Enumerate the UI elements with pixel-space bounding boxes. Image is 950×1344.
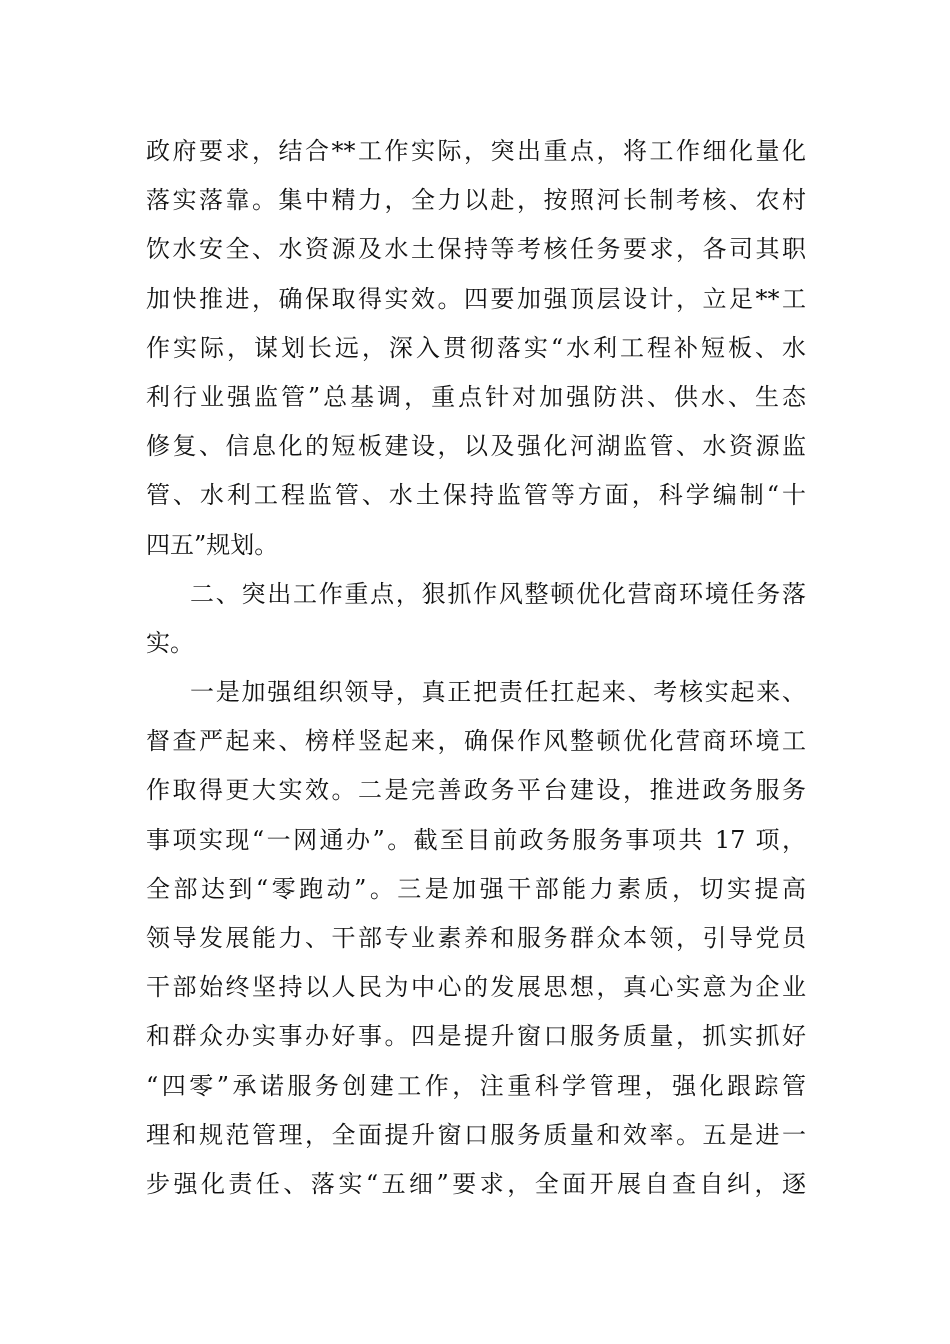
text-line: 政府要求，结合**工作实际，突出重点，将工作细化量化	[146, 137, 806, 165]
text-line: 作实际，谋划长远，深入贯彻落实“水利工程补短板、水	[146, 333, 806, 362]
text-line: 理和规范管理，全面提升窗口服务质量和效率。五是进一	[146, 1120, 806, 1149]
text-line: 督查严起来、榜样竖起来，确保作风整顿优化营商环境工	[146, 727, 806, 756]
text-line: 落实落靠。集中精力，全力以赴，按照河长制考核、农村	[146, 186, 806, 215]
text-line: 和群众办实事办好事。四是提升窗口服务质量，抓实抓好	[146, 1022, 806, 1051]
document-body	[146, 127, 806, 1209]
text-line: 步强化责任、落实“五细”要求，全面开展自查自纠，逐	[146, 1169, 806, 1198]
text-line: 实。	[146, 628, 194, 657]
text-line: 一是加强组织领导，真正把责任扛起来、考核实起来、	[190, 678, 806, 707]
text-line: 全部达到“零跑动”。三是加强干部能力素质，切实提高	[146, 874, 806, 903]
text-line: 利行业强监管”总基调，重点针对加强防洪、供水、生态	[146, 382, 806, 411]
text-line: 事项实现“一网通办”。截至目前政务服务事项共 17 项，	[146, 825, 806, 854]
text-line: 修复、信息化的短板建设，以及强化河湖监管、水资源监	[146, 432, 806, 461]
text-line: 作取得更大实效。二是完善政务平台建设，推进政务服务	[146, 776, 806, 805]
text-line: 管、水利工程监管、水土保持监管等方面，科学编制“十	[146, 481, 806, 510]
text-line: 四五”规划。	[146, 530, 279, 559]
text-line: 二、突出工作重点，狠抓作风整顿优化营商环境任务落	[190, 579, 806, 608]
text-line: 饮水安全、水资源及水土保持等考核任务要求，各司其职	[146, 235, 806, 264]
text-line: 干部始终坚持以人民为中心的发展思想，真心实意为企业	[146, 973, 806, 1002]
text-line: 领导发展能力、干部专业素养和服务群众本领，引导党员	[146, 924, 806, 952]
text-line: “四零”承诺服务创建工作，注重科学管理，强化跟踪管	[146, 1071, 806, 1100]
text-line: 加快推进，确保取得实效。四要加强顶层设计，立足**工	[146, 284, 806, 313]
